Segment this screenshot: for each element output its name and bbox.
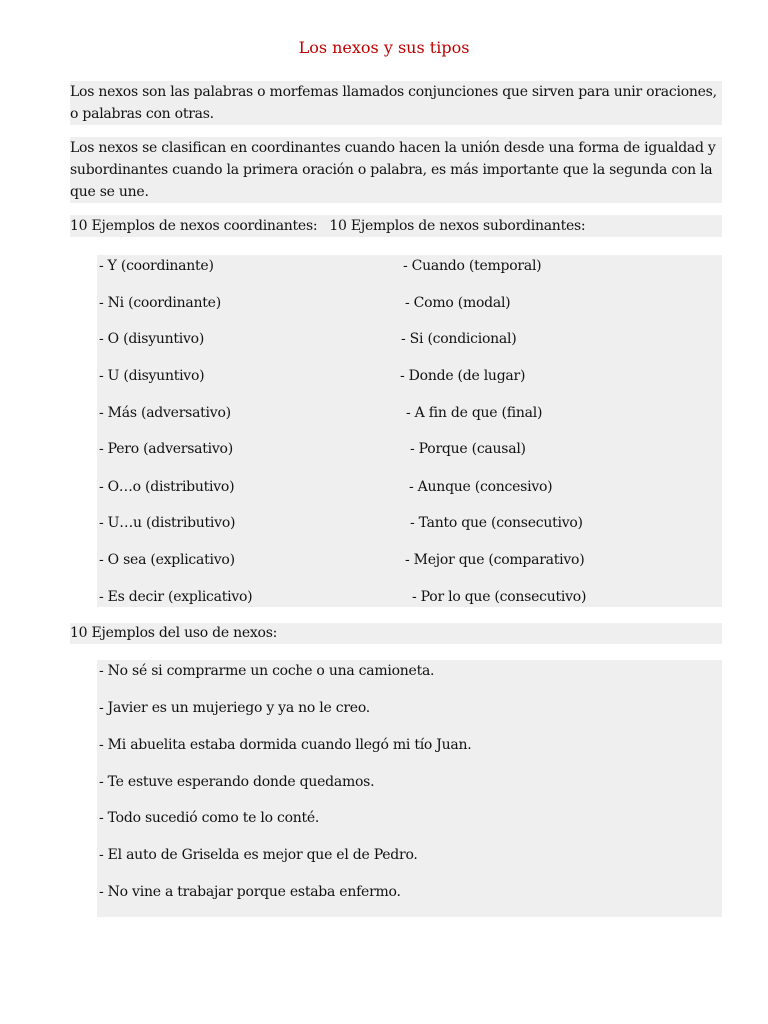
list-item: - Todo sucedió como te lo conté. — [99, 810, 320, 826]
coordinante-item: - U…u (distributivo) — [99, 515, 236, 531]
heading-coordinantes: 10 Ejemplos de nexos coordinantes: — [70, 218, 318, 234]
list-item — [97, 476, 722, 498]
list-item — [97, 512, 722, 534]
list-item — [97, 255, 722, 277]
list-item: - Javier es un mujeriego y ya no le creo. — [99, 700, 370, 716]
list-item — [97, 292, 722, 314]
list-item — [97, 328, 722, 350]
coordinante-item: - Ni (coordinante) — [99, 295, 221, 311]
coordinante-item: - U (disyuntivo) — [99, 368, 205, 384]
list-item — [97, 402, 722, 424]
list-item — [97, 438, 722, 460]
list-item — [97, 586, 722, 608]
examples-headings — [70, 215, 722, 237]
list-item: - No sé si comprarme un coche o una camioneta. — [99, 663, 435, 679]
subordinante-item: - Por lo que (consecutivo) — [412, 589, 587, 605]
coordinante-item: - Más (adversativo) — [99, 405, 231, 421]
intro-paragraph-definition: Los nexos son las palabras o morfemas llamados conjunciones que sirven para unir oraciones, o palabras con otras. — [70, 81, 722, 125]
subordinante-item: - Si (condicional) — [401, 331, 517, 347]
list-item: - El auto de Griselda es mejor que el de Pedro. — [99, 847, 418, 863]
subordinante-item: - Como (modal) — [405, 295, 511, 311]
list-item — [97, 549, 722, 571]
coordinante-item: - O…o (distributivo) — [99, 479, 235, 495]
heading-subordinantes: 10 Ejemplos de nexos subordinantes: — [329, 218, 586, 234]
intro-section — [70, 81, 722, 237]
nexos-list — [97, 255, 722, 607]
subordinante-item: - Aunque (concesivo) — [409, 479, 553, 495]
list-item — [97, 365, 722, 387]
coordinante-item: - Y (coordinante) — [99, 258, 214, 274]
subordinante-item: - Tanto que (consecutivo) — [410, 515, 583, 531]
coordinante-item: - O sea (explicativo) — [99, 552, 235, 568]
subordinante-item: - A fin de que (final) — [406, 405, 543, 421]
list-item: - No vine a trabajar porque estaba enfermo. — [99, 884, 401, 900]
coordinante-item: - O (disyuntivo) — [99, 331, 205, 347]
list-item: - Te estuve esperando donde quedamos. — [99, 774, 375, 790]
subordinante-item: - Donde (de lugar) — [400, 368, 526, 384]
intro-paragraph-classification: Los nexos se clasifican en coordinantes cuando hacen la unión desde una forma de igualdad y subordinantes cuando la primera oración o palabra, es más importante que la segunda con la que se une. — [70, 137, 722, 203]
examples-list — [97, 660, 722, 917]
list-item: - Mi abuelita estaba dormida cuando llegó mi tío Juan. — [99, 737, 472, 753]
subordinante-item: - Porque (causal) — [410, 441, 526, 457]
page-title: Los nexos y sus tipos — [298, 38, 470, 57]
subordinante-item: - Cuando (temporal) — [403, 258, 542, 274]
coordinante-item: - Pero (adversativo) — [99, 441, 233, 457]
uso-heading: 10 Ejemplos del uso de nexos: — [70, 623, 722, 644]
subordinante-item: - Mejor que (comparativo) — [405, 552, 585, 568]
coordinante-item: - Es decir (explicativo) — [99, 589, 253, 605]
